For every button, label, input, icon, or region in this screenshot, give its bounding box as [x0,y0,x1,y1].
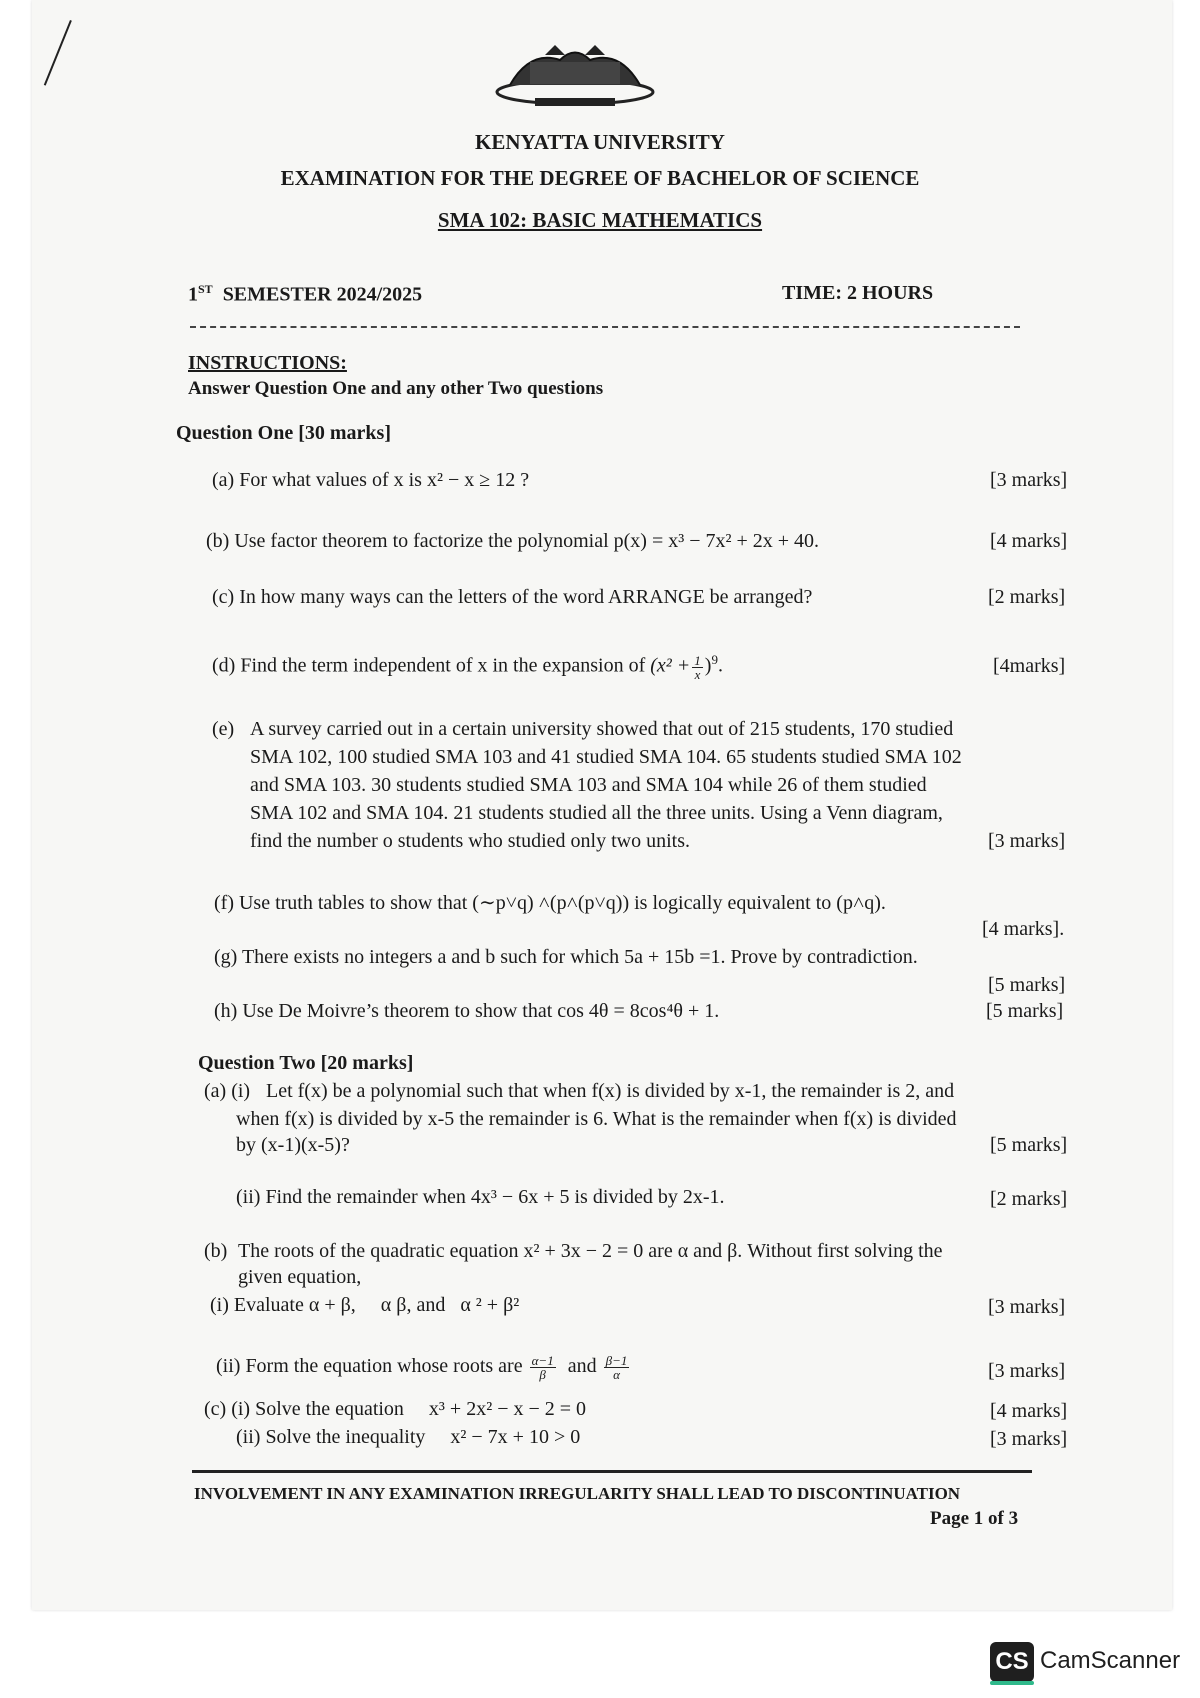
q2ci-marks: [4 marks] [990,1400,1068,1422]
q2aii-marks: [2 marks] [990,1188,1068,1210]
question-two-title: Question Two [20 marks] [198,1052,414,1074]
q1f-marks: [4 marks]. [982,918,1065,940]
q2ci-text: Solve the equation x³ + 2x² − x − 2 = 0 [255,1398,587,1420]
q1e-line-2: SMA 102, 100 studied SMA 103 and 41 studied SMA 104. 65 students studied SMA 102 [250,746,962,768]
university-name: KENYATTA UNIVERSITY [475,130,725,154]
q1b [206,530,819,553]
q2bii-label: (ii) [216,1355,241,1378]
q2bi-marks: [3 marks] [988,1296,1066,1318]
q1e-line-3: and SMA 103. 30 students studied SMA 103 and SMA 104 while 26 of them studied [250,774,927,796]
q2ai-line-2: when f(x) is divided by x-5 the remainder is 6. What is the remainder when f(x) is divided [236,1108,957,1130]
q1a [212,469,529,492]
q1d-marks: [4marks] [993,655,1066,677]
q1f-label: (f) [214,892,234,914]
exam-time: TIME: 2 HOURS [782,282,934,304]
q1d: (d) Find the term independent of x in the expansion of (x² + $\frac{1}{x}$ )$^9$. [212,652,723,682]
q1g-text: There exists no integers a and b such for which 5a + 15b =1. Prove by contradiction. [241,946,918,968]
q1g-label: (g) [214,946,238,968]
q1d-label: (d) [212,654,236,677]
q1d-fraction-den: x [694,666,701,682]
q1d-text: Find the term independent of x in the expansion of [240,654,646,677]
q1c-text: In how many ways can the letters of the word ARRANGE be arranged? [239,586,813,608]
camscanner-name: CamScanner [1040,1647,1181,1674]
q2bii [216,1354,631,1381]
q2ai-marks: [5 marks] [990,1134,1068,1156]
q2ci-label: (c) (i) [204,1398,251,1420]
q1a-text: For what values of x is x² − x ≥ 12 ? [239,469,530,491]
q2bi-label: (i) [210,1294,229,1316]
page-number: Page 1 of 3 [930,1508,1019,1529]
q1c [212,586,812,609]
q1e-marks: [3 marks] [988,830,1066,852]
q1d-expression: (x² + [650,654,691,677]
q2aii [236,1186,724,1209]
q2ci [204,1398,586,1421]
q1h [214,1000,719,1023]
q1a-label: (a) [212,469,235,491]
q2aii-label: (ii) [236,1186,261,1208]
q1c-marks: [2 marks] [988,586,1066,608]
q2b-line-1: The roots of the quadratic equation x² + 3x − 2 = 0 are α and β. Without first solving the [238,1240,943,1262]
q2aii-text: Find the remainder when 4x³ − 6x + 5 is divided by 2x-1. [265,1186,725,1208]
q1d-power: 9 [711,652,718,667]
q1g-marks: [5 marks] [988,974,1066,996]
q2cii-label: (ii) [236,1426,261,1448]
q2b-label: (b) [204,1240,228,1262]
q1d-expression-close: ) [704,654,712,677]
q1f [214,890,886,915]
q2ai-line-3: by (x-1)(x-5)? [236,1134,350,1156]
q2bii-fraction-1-den: β [539,1367,546,1382]
exam-title: EXAMINATION FOR THE DEGREE OF BACHELOR OF SCIENCE [280,166,920,190]
camscanner-logo: CS [990,1642,1034,1682]
footer-warning: INVOLVEMENT IN ANY EXAMINATION IRREGULARITY SHALL LEAD TO DISCONTINUATION [194,1484,961,1503]
q1b-label: (b) [206,530,230,552]
q2cii-text: Solve the inequality x² − 7x + 10 > 0 [265,1426,581,1448]
instructions-heading: INSTRUCTIONS: [188,352,347,374]
q2bi-text: Evaluate α + β, α β, and α ² + β² [233,1294,520,1316]
q1e-line-5: find the number o students who studied only two units. [250,830,690,852]
q1e-line-4: SMA 102 and SMA 104. 21 students studied all the three units. Using a Venn diagram, [250,802,943,824]
q2bii-fraction-1-num: α−1 [531,1353,554,1368]
university-logo [490,40,660,120]
course-title: SMA 102: BASIC MATHEMATICS [437,208,763,232]
q2bii-fraction-1 [530,1354,556,1381]
q2bii-and: and [567,1355,597,1378]
q1c-label: (c) [212,586,235,608]
q2ai-label: (a) (i) [204,1080,251,1102]
q1e-label: (e) [212,718,235,740]
semester-superscript: ST [198,282,213,296]
q2cii-marks: [3 marks] [990,1428,1068,1450]
q2ai-line-1: Let f(x) be a polynomial such that when f(x) is divided by x-1, the remainder is 2, and [266,1080,955,1102]
q2bii-fraction-2 [604,1354,630,1381]
semester-number: 1 [188,283,198,306]
q1d-fraction-num: 1 [694,652,701,668]
q1h-marks: [5 marks] [986,1000,1064,1022]
q1h-label: (h) [214,1000,238,1022]
q1b-marks: [4 marks] [990,530,1068,552]
q2bii-fraction-2-den: α [613,1367,620,1382]
q2bii-marks: [3 marks] [988,1360,1066,1382]
question-one-title: Question One [30 marks] [176,422,391,444]
q2cii [236,1426,580,1449]
q2b-line-2: given equation, [238,1266,362,1288]
q1h-text: Use De Moivre’s theorem to show that cos 4θ = 8cos⁴θ + 1. [242,1000,720,1022]
q1d-fraction [692,654,703,681]
q2bii-text: Form the equation whose roots are [245,1355,523,1378]
q1g [214,946,918,969]
footer-divider [192,1470,1032,1473]
q1b-text: Use factor theorem to factorize the polynomial p(x) = x³ − 7x² + 2x + 40. [234,530,820,552]
q1a-marks: [3 marks] [990,469,1068,491]
semester [188,282,422,307]
q1e-line-1: A survey carried out in a certain university showed that out of 215 students, 170 studied [250,718,954,740]
q1f-text: Use truth tables to show that (∼p˅q) ˄(p˄(p˅q)) is logically equivalent to (p˄q). [238,892,886,914]
q2bii-fraction-2-num: β−1 [605,1353,628,1368]
header-divider [190,326,1020,328]
q2bi [210,1294,519,1317]
semester-text: SEMESTER 2024/2025 [222,283,423,306]
instructions-text: Answer Question One and any other Two questions [188,378,604,399]
